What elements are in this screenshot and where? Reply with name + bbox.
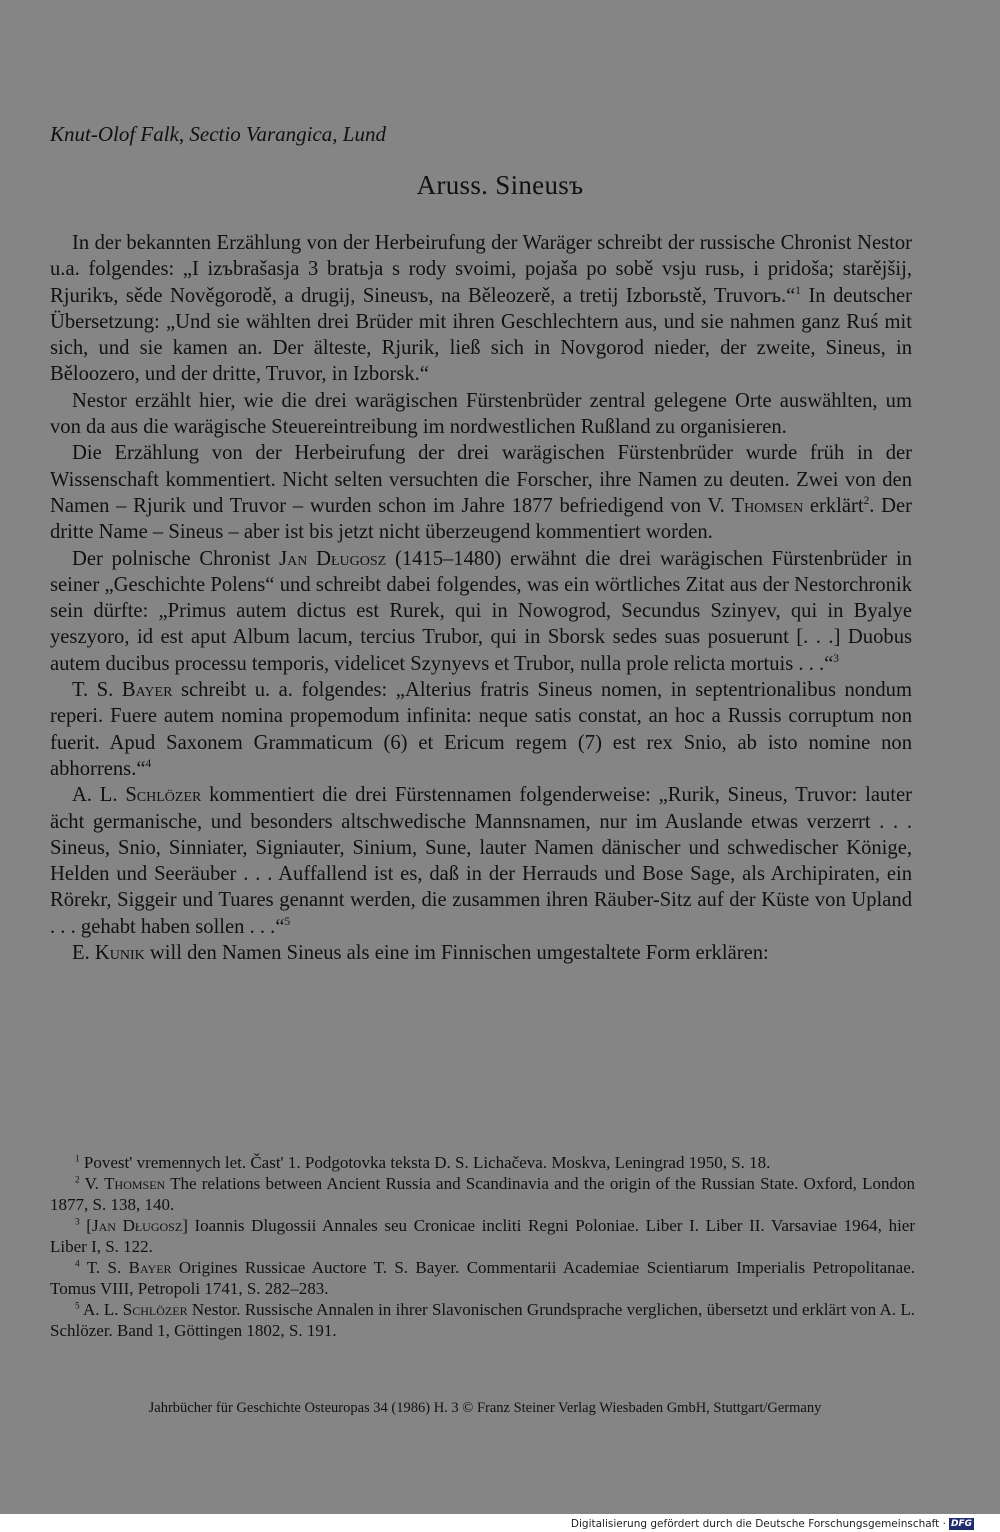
footnote-ref: 1 <box>795 284 801 297</box>
author-name: Jan Długosz <box>279 547 387 570</box>
footnote: $^2$ V. Thomsen The relations between Ancient Russia and Scandinavia and the origin of the Russian State. Oxford, London 1877, S. 138, 140. <box>50 1174 915 1214</box>
footnote: $^1$ Povest' vremennych let. Čast' 1. Podgotovka teksta D. S. Lichačeva. Moskva, Leningrad 1950, S. 18. <box>75 1153 771 1172</box>
footnote-ref: 5 <box>284 915 291 928</box>
footnote-ref: 3 <box>833 652 839 665</box>
author-name: Bayer <box>121 679 173 702</box>
author-name: Thomsen <box>731 494 804 517</box>
paragraph-3: Die Erzählung von der Herbeirufung der drei warägischen Fürstenbrüder wurde früh in der Wissenschaft kommentiert. Nicht selten versuchten die Forscher, ihre Namen zu deuten. Zwei von den Namen – Rjurik und Truvor – wurden schon im Jahre 1877 befriedigend von V. Thomsen erklärt$^2$. Der dritte Name – Sineus – aber ist bis jetzt nicht überzeugend kommentiert worden. <box>50 442 913 544</box>
footnote-ref: 4 <box>145 758 152 771</box>
paragraph-1: In der bekannten Erzählung von der Herbeirufung der Waräger schreibt der russische Chronist Nestor u.a. folgendes: „I izъbrašasja 3 bratьja s rody svoimi, pojaša po sobě vsju rusь, i pridoša; starějšij, Rjurikъ, sěde Nověgorodě, a drugij, Sineusъ, na Běleozerě, a tretij Izborьstě, Truvorъ.“$^1$ In deutscher Übersetzung: „Und sie wählten drei Brüder mit ihren Geschlechtern aus, und sie nahmen ganz Ruś mit sich, und sie kamen an. Der älteste, Rjurik, ließ sich in Novgorod nieder, der zweite, Sineus, in Běloozero, und der dritte, Truvor, in Izborsk.“ <box>50 232 912 386</box>
author-line: Knut-Olof Falk, Sectio Varangica, Lund <box>50 122 386 146</box>
author-name: Schlözer <box>125 784 202 807</box>
digitization-text: Digitalisierung gefördert durch die Deutsche Forschungsgemeinschaft · <box>570 1518 946 1530</box>
footnote-ref: 2 <box>863 495 870 508</box>
journal-footer: Jahrbücher für Geschichte Osteuropas 34 (1986) H. 3 © Franz Steiner Verlag Wiesbaden GmbH, Stuttgart/Germany <box>148 1400 822 1416</box>
paragraph-2: Nestor erzählt hier, wie die drei warägischen Fürstenbrüder zentral gelegene Orte auswählten, um von da aus die warägische Steuereintreibung im nordwestlichen Rußland zu organisieren. <box>50 389 912 439</box>
footnote: $^4$ T. S. Bayer Origines Russicae Auctore T. S. Bayer. Commentarii Academiae Scientiarum Imperialis Petropolitanae. Tomus VIII, Petropoli 1741, S. 282–283. <box>50 1258 916 1298</box>
paragraph-4: Der polnische Chronist Jan Długosz (1415–1480) erwähnt die drei warägischen Fürstenbrüder in seiner „Geschichte Polens“ und schreibt dabei folgendes, was ein wörtliches Zitat aus der Nestorchronik sein dürfte: „Primus autem dictus est Rurek, qui in Nowogrod, Secundus Szinyev, qui in Byalye yeszyoro, id est aput Album lacum, tercius Trubor, qui in Sborsk sedes suas posuerunt [. . .] Duobus autem ducibus processu temporis, videlicet Szynyevs et Trubor, nulla prole relicta mortuis . . .“$^3$ <box>50 547 912 675</box>
paragraph-7: E. Kunik will den Namen Sineus als eine im Finnischen umgestaltete Form erklären: <box>72 942 769 965</box>
digitization-notice <box>571 1517 974 1531</box>
footnotes <box>50 1152 915 1341</box>
paragraph-6: A. L. Schlözer kommentiert die drei Fürstennamen folgenderweise: „Rurik, Sineus, Truvor: lauter ächt germanische, und besonders altschwedische Mannsnamen, nur im Auslande etwas verzerrt . . . Sineus, Snio, Sinniater, Signiauter, Sinium, Sune, lauter Namen dänischer und schwedischer Könige, Helden und Seeräuber . . . Auffallend ist es, daß in der Herrauds und Bose Sage, als Archipiraten, ein Rörekr, Siggeir und Tuares genannt werden, die zusammen ihren Räuber-Sitz auf der Küste von Upland . . . gehabt haben sollen . . .“$^5$ <box>50 784 912 938</box>
article-title: Aruss. Sineusъ <box>416 170 584 200</box>
paragraph-5: T. S. Bayer schreibt u. a. folgendes: „Alterius fratris Sineus nomen, in septentrionalibus nondum reperi. Fuere autem nomina propemodum infinita: neque satis constat, an hoc a Russis corruptum non fuerit. Apud Saxonem Grammaticum (6) et Ericum regem (7) est rex Snio, ab isto nomine non abhorrens.“$^4$ <box>50 679 912 780</box>
footnote: $^3$ [Jan Długosz] Ioannis Dlugossii Annales seu Cronicae incliti Regni Poloniae. Liber I. Liber II. Varsaviae 1964, hier Liber I, S. 122. <box>50 1216 915 1256</box>
dfg-logo-icon: DFG <box>950 1519 972 1529</box>
author-name: Kunik <box>94 942 145 965</box>
footnote: $^5$ A. L. Schlözer Nestor. Russische Annalen in ihrer Slavonischen Grundsprache verglichen, übersetzt und erklärt von A. L. Schlözer. Band 1, Göttingen 1802, S. 191. <box>50 1300 915 1340</box>
article-body <box>50 230 912 966</box>
